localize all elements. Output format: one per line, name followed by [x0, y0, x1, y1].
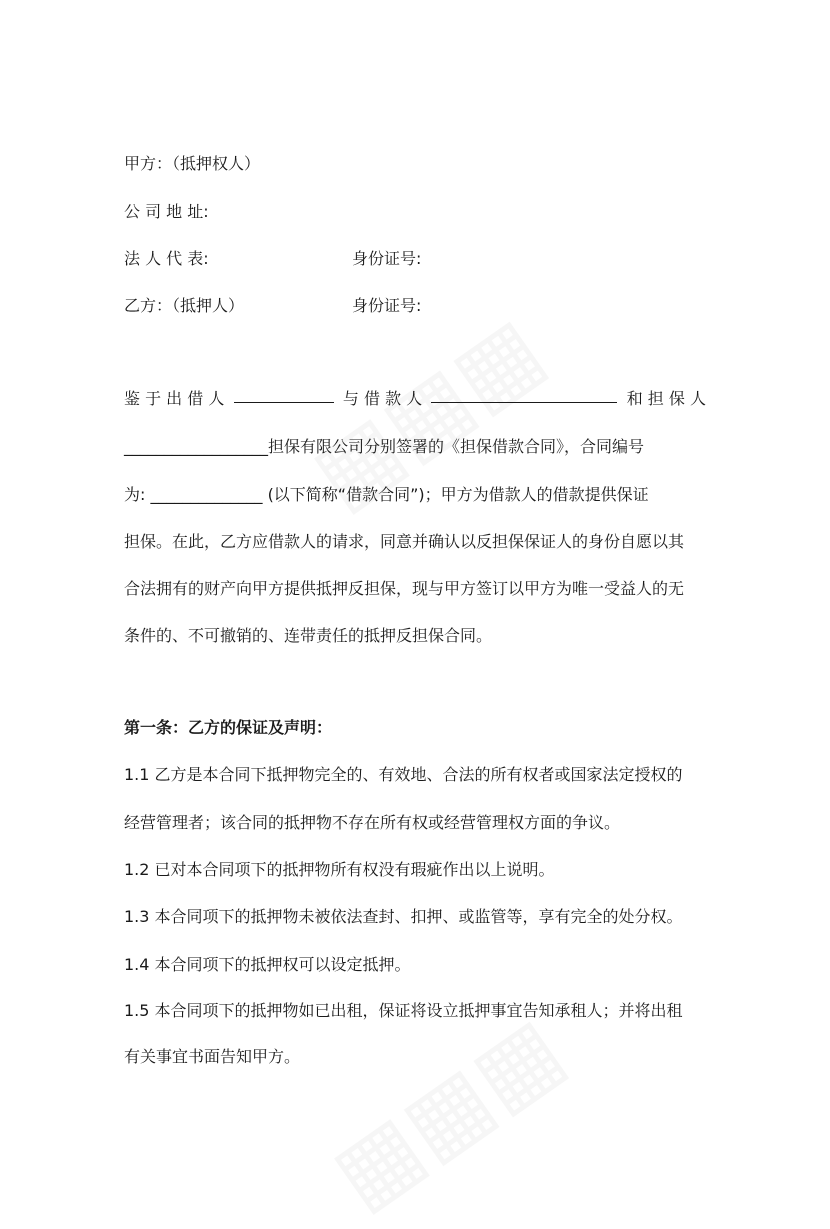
intro-line-5: 合法拥有的财产向甲方提供抵押反担保，现与甲方签订以甲方为唯一受益人的无 [124, 579, 685, 598]
article-1-title: 第一条：乙方的保证及声明： [124, 718, 333, 737]
intro-line-1 [124, 388, 706, 410]
intro-line-2: __________________担保有限公司分别签署的《担保借款合同》，合同编号 [124, 437, 645, 456]
borrower-label: 与 借 款 人 [342, 389, 423, 408]
clause-1-1-cont: 经营管理者；该合同的抵押物不存在所有权或经营管理权方面的争议。 [124, 813, 621, 832]
company-address-label: 公 司 地 址: [124, 202, 209, 221]
id-number-label: 身份证号: [352, 296, 422, 315]
legal-rep-label: 法 人 代 表: [124, 249, 209, 268]
intro-line-3: 为: ______________ (以下简称“借款合同”)；甲方为借款人的借款提供保证 [124, 485, 649, 504]
borrower-blank [431, 388, 617, 403]
lender-blank [234, 388, 334, 403]
clause-1-5: 1.5 本合同项下的抵押物如已出租，保证将设立抵押事宜告知承租人；并将出租 [124, 1001, 683, 1020]
clause-1-1: 1.1 乙方是本合同下抵押物完全的、有效地、合法的所有权者或国家法定授权的 [124, 765, 683, 784]
id-number-label: 身份证号: [352, 249, 422, 268]
party-a-label: 甲方：（抵押权人） [124, 154, 261, 173]
clause-1-3: 1.3 本合同项下的抵押物未被依法查封、扣押、或监管等，享有完全的处分权。 [124, 907, 683, 926]
lender-label: 鉴 于 出 借 人 [124, 389, 225, 408]
guarantor-label: 和 担 保 人 [626, 389, 706, 408]
watermark [313, 996, 582, 1228]
intro-line-6: 条件的、不可撤销的、连带责任的抵押反担保合同。 [124, 626, 493, 645]
clause-1-5-cont: 有关事宜书面告知甲方。 [124, 1047, 301, 1066]
party-b-label: 乙方：（抵押人） [124, 296, 245, 315]
clause-1-2: 1.2 已对本合同项下的抵押物所有权没有瑕疵作出以上说明。 [124, 860, 555, 879]
intro-line-4: 担保。在此，乙方应借款人的请求，同意并确认以反担保保证人的身份自愿以其 [124, 532, 685, 551]
clause-1-4: 1.4 本合同项下的抵押权可以设定抵押。 [124, 955, 411, 974]
